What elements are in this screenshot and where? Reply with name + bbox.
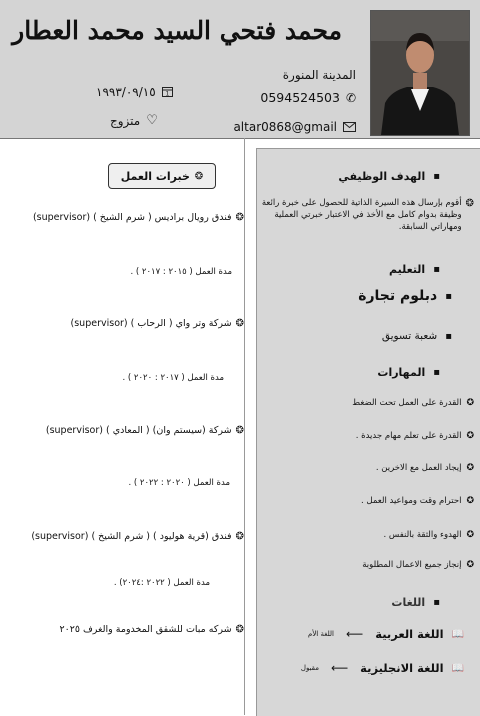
language-name: اللغة العربية: [375, 627, 444, 641]
envelope-icon: [343, 117, 356, 136]
circle-bullet-icon: ❂: [235, 624, 244, 635]
job-place: شركة وتر واي ( الرحاب ) (supervisor): [70, 318, 232, 329]
degree-row: [358, 288, 452, 304]
language-level: مقبول: [300, 664, 319, 672]
bullet-icon: ▪: [433, 597, 440, 608]
column-divider: [244, 138, 245, 715]
skills-heading: [377, 366, 440, 379]
experience-title: خبرات العمل: [120, 169, 190, 183]
gear-icon: ✪: [466, 398, 474, 408]
division-text: شعبة تسويق: [381, 330, 438, 342]
language-row: [301, 661, 464, 675]
experience-title-box: [108, 163, 216, 189]
city-text: المدينة المنورة: [282, 68, 356, 82]
full-name: محمد فتحي السيد محمد العطار: [12, 16, 342, 45]
gear-icon: ✪: [466, 530, 474, 540]
skill-item: [361, 496, 474, 506]
phone-row: [260, 90, 356, 105]
job-item: [60, 624, 244, 635]
language-row: [308, 627, 464, 641]
job-period: مدة العمل ( ٢٠٢٢ :٢٠٢٤) .: [113, 578, 210, 588]
objective-title: الهدف الوظيفي: [338, 170, 426, 183]
bullet-icon: ▪: [433, 171, 440, 182]
bullet-icon: ▪: [433, 367, 440, 378]
education-heading: [389, 263, 440, 276]
bullet-icon: ▪: [445, 330, 452, 342]
job-item: [31, 531, 244, 542]
birthdate-text: ١٩٩٣/٠٩/١٥: [96, 84, 156, 99]
bullet-icon: ▪: [445, 290, 452, 302]
circle-bullet-icon: ❂: [235, 212, 244, 223]
skill-text: إيجاد العمل مع الاخرين .: [375, 463, 462, 473]
division-row: [382, 330, 452, 342]
arrow-left-icon: ⟵: [330, 661, 349, 675]
skill-item: [362, 560, 474, 570]
svg-text:1: 1: [165, 90, 169, 97]
job-period: مدة العمل ( ٢٠١٧ : ٢٠٢٠ ) .: [122, 373, 224, 383]
marital-text: متزوج: [110, 113, 141, 128]
heart-icon: ♡: [146, 113, 158, 128]
job-period: مدة العمل ( ٢٠٢٠ : ٢٠٢٢ ) .: [128, 478, 230, 488]
skill-text: احترام وقت ومواعيد العمل .: [361, 496, 462, 506]
job-place: شركه مبات للشقق المخدومة والغرف ٢٠٢٥: [59, 624, 232, 635]
gear-icon: ✪: [466, 431, 474, 441]
phone-icon: ✆: [345, 90, 356, 105]
email-text[interactable]: altar0868@gmail: [233, 119, 337, 134]
skill-text: إنجاز جميع الاعمال المطلوبة: [362, 560, 462, 570]
gear-icon: ✪: [466, 463, 474, 473]
job-place: شركة (سيستم وان) ( المعادي ) (supervisor): [45, 425, 232, 436]
gear-icon: ✪: [466, 496, 474, 506]
circle-bullet-icon: ❂: [235, 318, 244, 329]
circle-bullet-icon: ❂: [235, 531, 244, 542]
marital-row: [110, 113, 158, 128]
objective-line: ومهاراتي السابقة.: [398, 222, 462, 232]
job-item: [71, 318, 244, 329]
skill-text: القدرة على العمل تحت الضغط: [352, 398, 462, 408]
profile-photo: [370, 10, 470, 136]
skill-item: [376, 463, 474, 473]
education-title: التعليم: [389, 263, 426, 276]
objective-line: أقوم بإرسال هذه السيرة الذاتية للحصول على خبرة رائعة: [261, 198, 462, 208]
language-level: اللغة الأم: [307, 630, 335, 638]
bullet-icon: ▪: [433, 264, 440, 275]
job-period: مدة العمل ( ٢٠١٥ : ٢٠١٧ ) .: [130, 267, 232, 277]
birthdate-row: [96, 82, 173, 101]
skills-title: المهارات: [377, 366, 426, 379]
circle-bullet-icon: ❂: [235, 425, 244, 436]
skill-item: [356, 431, 474, 441]
job-item: [46, 425, 244, 436]
gear-icon: ✪: [466, 560, 474, 570]
degree-text: دبلوم تجارة: [358, 288, 438, 304]
languages-title: اللغات: [391, 596, 426, 609]
objective-heading: [338, 170, 440, 183]
email-row: [233, 117, 356, 136]
job-place: فندق رويال براديس ( شرم الشيخ ) (supervisor): [32, 212, 232, 223]
objective-line: وظيفة بدوام كامل مع الأخذ في الاعتبار خبرتي العملية: [274, 210, 462, 220]
skill-item: [383, 530, 474, 540]
languages-heading: [391, 596, 440, 609]
arrow-left-icon: ⟵: [346, 627, 364, 641]
job-place: فندق (قرية هوليود ) ( شرم الشيخ ) (supervisor): [31, 531, 232, 542]
book-icon: 📖: [451, 628, 464, 640]
objective-block: [262, 198, 474, 232]
phone-text[interactable]: 0594524503: [260, 90, 340, 105]
book-icon: 📖: [451, 662, 464, 674]
circle-bullet-icon: ❂: [194, 170, 204, 182]
circle-bullet-icon: ❂: [465, 198, 474, 209]
language-name: اللغة الانجليزية: [360, 661, 444, 675]
skill-text: الهدوء والثقة بالنفس .: [383, 530, 462, 540]
job-item: [33, 212, 244, 223]
calendar-icon: [162, 82, 173, 101]
skill-item: [352, 398, 474, 408]
skill-text: القدرة على تعلم مهام جديدة .: [355, 431, 462, 441]
